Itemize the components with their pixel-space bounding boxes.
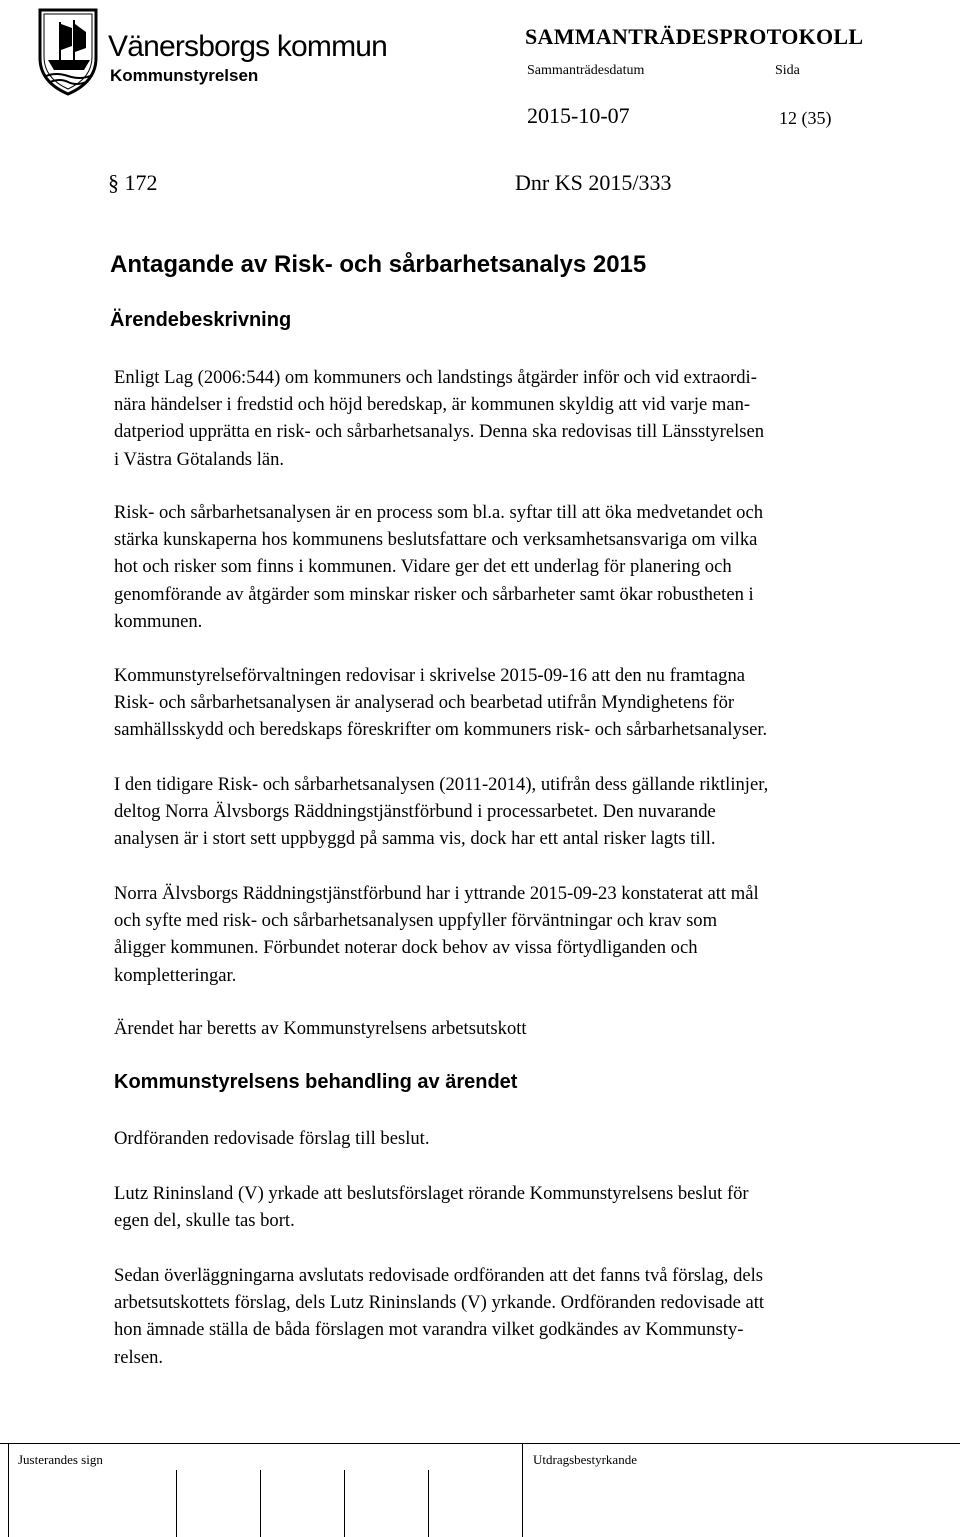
section-heading-handling: Kommunstyrelsens behandling av ärendet	[114, 1071, 518, 1093]
text-line: I den tidigare Risk- och sårbarhetsanalysen (2011-2014), utifrån dess gällande riktlinjer,	[114, 774, 769, 795]
section-heading-description: Ärendebeskrivning	[110, 309, 292, 331]
text-line: deltog Norra Älvsborgs Räddningstjänstförbund i processarbetet. Den nuvarande	[114, 801, 716, 823]
text-line: datperiod upprätta en risk- och sårbarhetsanalys. Denna ska redovisas till Länsstyrelsen	[114, 421, 765, 443]
department-name: Kommunstyrelsen	[110, 66, 259, 85]
text-line: Lutz Rininsland (V) yrkade att beslutsförslaget rörande Kommunstyrelsens beslut för	[114, 1183, 749, 1204]
text-line: i Västra Götalands län.	[114, 448, 285, 470]
text-line: stärka kunskaperna hos kommunens beslutsfattare och verksamhetsansvariga om vilka	[114, 529, 758, 551]
paragraph	[114, 1262, 764, 1371]
text-line: Enligt Lag (2006:544) om kommuners och landstings åtgärder inför och vid extraordi-	[114, 367, 757, 388]
text-line: Risk- och sårbarhetsanalysen är en process som bl.a. syftar till att öka medvetandet och	[114, 502, 764, 523]
page-label: Sida	[775, 63, 800, 78]
text-line: Norra Älvsborgs Räddningstjänstförbund har i yttrande 2015-09-23 konstaterat att mål	[114, 883, 759, 904]
signature-box-divider	[260, 1470, 261, 1537]
text-line: relsen.	[114, 1346, 164, 1368]
signature-label: Justerandes sign	[18, 1452, 103, 1467]
case-number: Dnr KS 2015/333	[515, 170, 672, 195]
signature-box-divider	[428, 1470, 429, 1537]
text-line: genomförande av åtgärder som minskar risker och sårbarheter samt ökar robustheten i	[114, 583, 754, 605]
extract-certification-label: Utdragsbestyrkande	[533, 1452, 637, 1467]
signature-box-divider	[176, 1470, 177, 1537]
paragraph	[114, 662, 767, 744]
footer-border	[8, 1443, 9, 1537]
municipality-coat-of-arms-icon	[36, 2, 100, 98]
page-number: 12 (35)	[779, 108, 832, 128]
text-line: Sedan överläggningarna avslutats redovisade ordföranden att det fanns två förslag, dels	[114, 1265, 764, 1286]
meeting-date: 2015-10-07	[527, 103, 630, 128]
paragraph	[114, 771, 768, 853]
text-line: Ordföranden redovisade förslag till beslut.	[114, 1128, 430, 1149]
text-line: åligger kommunen. Förbundet noterar dock behov av vissa förtydliganden och	[114, 937, 698, 959]
document-type: SAMMANTRÄDESPROTOKOLL	[525, 24, 864, 49]
paragraph	[114, 364, 764, 473]
text-line: kompletteringar.	[114, 964, 237, 986]
paragraph	[114, 1180, 749, 1234]
paragraph-number: § 172	[108, 170, 158, 195]
signature-box-divider	[344, 1470, 345, 1537]
page-title: Antagande av Risk- och sårbarhetsanalys 2015	[110, 251, 647, 278]
text-line: Kommunstyrelseförvaltningen redovisar i skrivelse 2015-09-16 att den nu framtagna	[114, 665, 745, 686]
paragraph	[114, 880, 759, 989]
text-line: kommunen.	[114, 610, 203, 632]
text-line: Ärendet har beretts av Kommunstyrelsens arbetsutskott	[114, 1018, 527, 1039]
footer-border	[522, 1443, 523, 1537]
text-line: nära händelser i fredstid och höjd beredskap, är kommunen skyldig att vid varje man-	[114, 394, 751, 416]
text-line: egen del, skulle tas bort.	[114, 1210, 295, 1232]
municipality-name: Vänersborgs kommun	[108, 30, 388, 63]
text-line: Risk- och sårbarhetsanalysen är analyserad och bearbetad utifrån Myndighetens för	[114, 692, 735, 714]
footer-divider	[0, 1443, 960, 1444]
paragraph	[114, 1125, 430, 1152]
text-line: analysen är i stort sett uppbyggd på samma vis, dock har ett antal risker lagts till.	[114, 828, 716, 850]
paragraph	[114, 1015, 527, 1042]
meeting-date-label: Sammanträdesdatum	[527, 63, 645, 78]
text-line: hot och risker som finns i kommunen. Vidare ger det ett underlag för planering och	[114, 556, 732, 578]
text-line: hon ämnade ställa de båda förslagen mot varandra vilket godkändes av Kommunsty-	[114, 1319, 744, 1341]
text-line: och syfte med risk- och sårbarhetsanalysen uppfyller förväntningar och krav som	[114, 910, 718, 932]
text-line: arbetsutskottets förslag, dels Lutz Rininslands (V) yrkande. Ordföranden redovisade att	[114, 1292, 765, 1314]
paragraph	[114, 499, 763, 635]
text-line: samhällsskydd och beredskaps föreskrifter om kommuners risk- och sårbarhetsanalyser.	[114, 719, 768, 741]
